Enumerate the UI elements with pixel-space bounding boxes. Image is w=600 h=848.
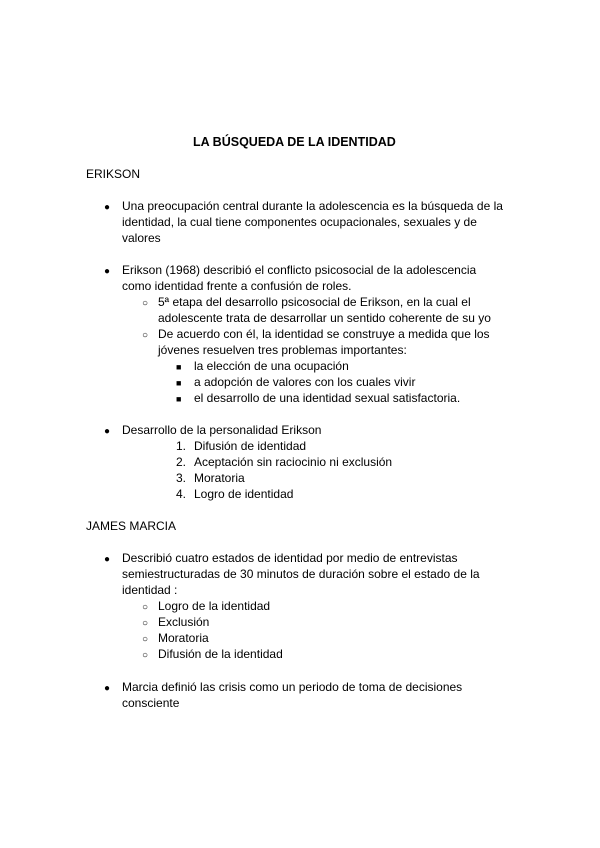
bullet-text: Una preocupación central durante la adolescencia es la búsqueda de la [122,199,503,213]
bullet-icon: ● [104,683,111,694]
list-item: Moratoria [194,471,245,485]
bullet-text: consciente [122,696,180,710]
circle-bullet-icon: ○ [142,330,149,341]
bullet-text: Desarrollo de la personalidad Erikson [122,423,322,437]
circle-bullet-icon: ○ [142,650,149,661]
bullet-text: Marcia definió las crisis como un periodo de toma de decisiones [122,680,463,694]
sub-bullet-text: Moratoria [158,631,209,645]
bullet-icon: ● [104,202,111,213]
sub-bullet-text: 5ª etapa del desarrollo psicosocial de Erikson, en la cual el [158,295,471,309]
sub-bullet-text: adolescente trata de desarrollar un sentido coherente de su yo [158,311,491,325]
bullet-icon: ● [104,554,111,565]
bullet-text: Erikson (1968) describió el conflicto psicosocial de la adolescencia [122,263,477,277]
page-title: LA BÚSQUEDA DE LA IDENTIDAD [193,135,396,149]
sub-bullet-text: jóvenes resuelven tres problemas importantes: [158,343,407,357]
list-item: la elección de una ocupación [194,359,349,373]
bullet-text: identidad, la cual tiene componentes ocupacionales, sexuales y de [122,215,477,229]
bullet-icon: ● [104,426,111,437]
section-heading-james-marcia: JAMES MARCIA [86,519,177,533]
sub-bullet-text: De acuerdo con él, la identidad se construye a medida que los [158,327,490,341]
list-item: Aceptación sin raciocinio ni exclusión [194,455,393,469]
list-item: el desarrollo de una identidad sexual satisfactoria. [194,391,461,405]
circle-bullet-icon: ○ [142,602,149,613]
list-number: 3. [176,471,187,485]
bullet-text: semiestructuradas de 30 minutos de duración sobre el estado de la [122,567,480,581]
list-item: a adopción de valores con los cuales vivir [194,375,416,389]
bullet-text: como identidad frente a confusión de roles. [122,279,352,293]
sub-bullet-text: Logro de la identidad [158,599,271,613]
list-number: 2. [176,455,187,469]
sub-bullet-text: Difusión de la identidad [158,647,283,661]
circle-bullet-icon: ○ [142,618,149,629]
section-heading-erikson: ERIKSON [86,167,141,181]
bullet-text: valores [122,231,161,245]
sub-bullet-text: Exclusión [158,615,210,629]
square-bullet-icon: ■ [176,394,182,404]
list-item: Difusión de identidad [194,439,307,453]
circle-bullet-icon: ○ [142,298,149,309]
bullet-text: identidad : [122,583,178,597]
square-bullet-icon: ■ [176,378,182,388]
bullet-icon: ● [104,266,111,277]
list-number: 4. [176,487,187,501]
bullet-text: Describió cuatro estados de identidad por medio de entrevistas [122,551,458,565]
list-number: 1. [176,439,187,453]
list-item: Logro de identidad [194,487,294,501]
circle-bullet-icon: ○ [142,634,149,645]
square-bullet-icon: ■ [176,362,182,372]
